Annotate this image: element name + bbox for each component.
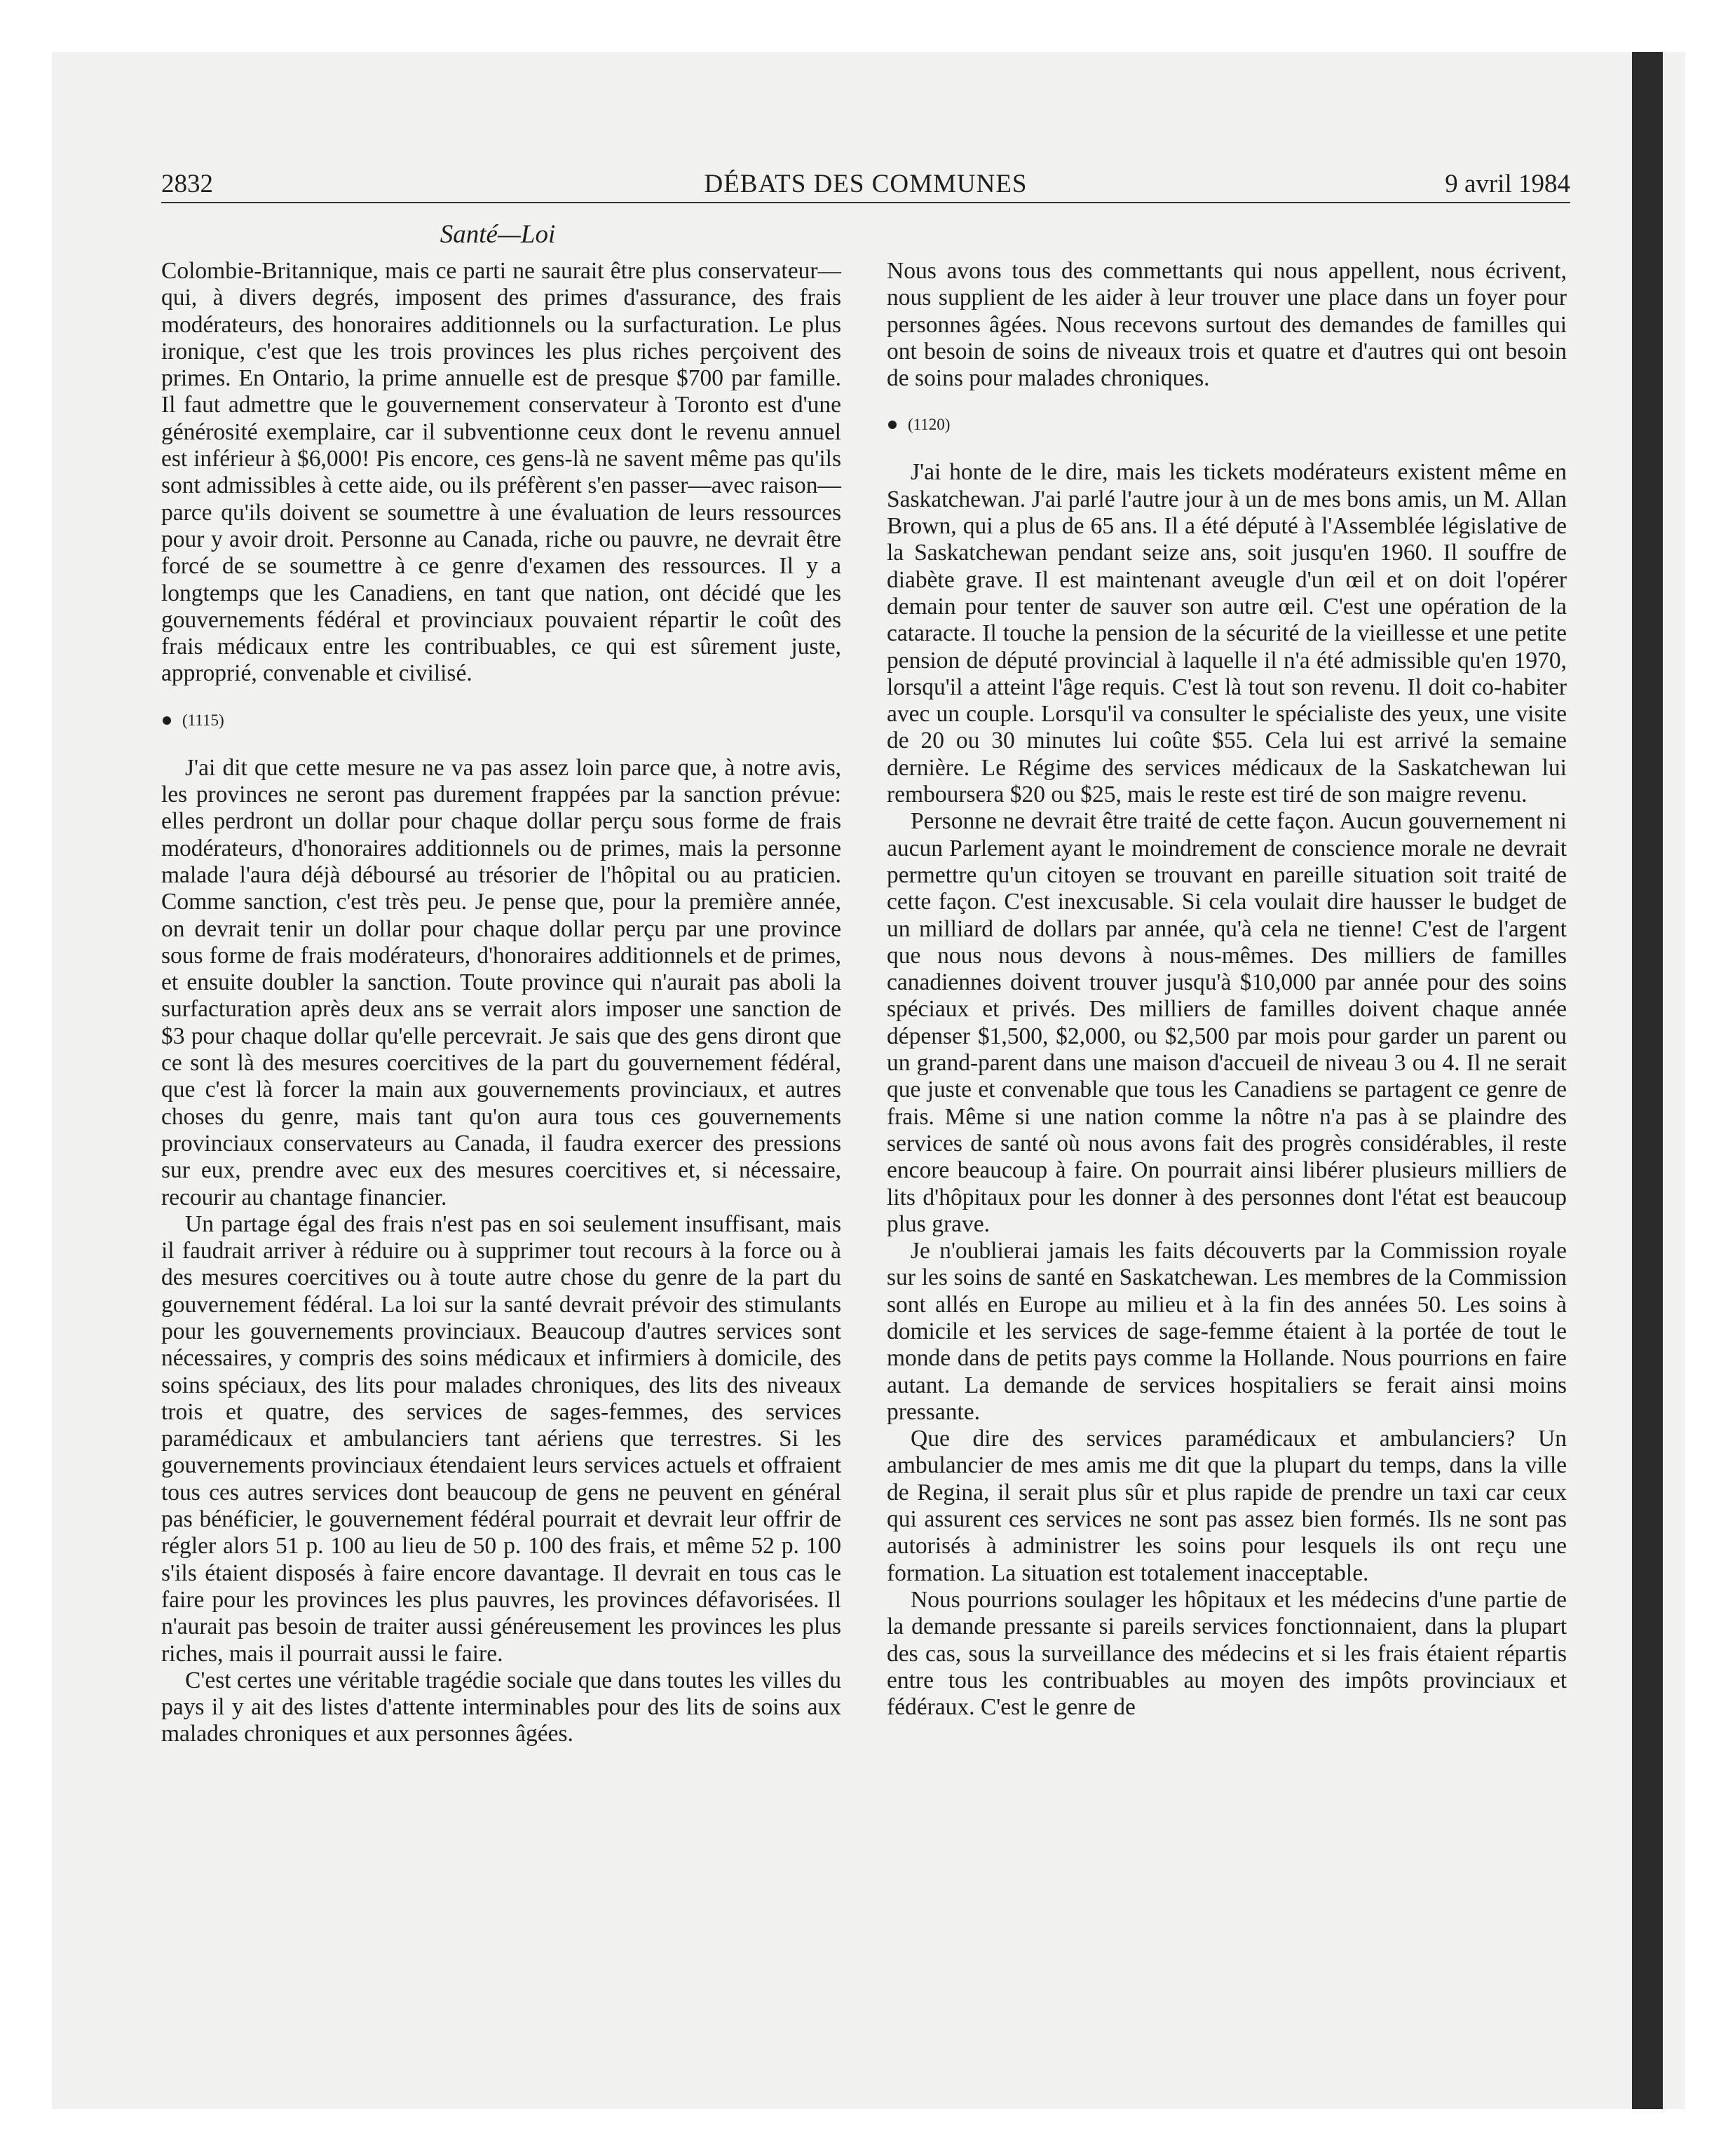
right-column bbox=[887, 258, 1567, 1721]
time-marker-label: (1120) bbox=[908, 416, 951, 434]
running-header bbox=[161, 167, 1570, 203]
paragraph: Nous pourrions soulager les hôpitaux et les médecins d'une partie de la demande pressante si pareils services fonctionnaient, dans la plupart des cas, sous la surveillance des médecins et si les frais étaient répartis entre tous les contribuables au moyen des impôts provinciaux et fédéraux. C'est le genre de bbox=[887, 1586, 1567, 1721]
time-marker-label: (1115) bbox=[182, 711, 224, 729]
bullet-dot-icon bbox=[163, 716, 171, 725]
paragraph: Je n'oublierai jamais les faits découverts par la Commission royale sur les soins de santé en Saskatchewan. Les membres de la Commission sont allés en Europe au milieu et à la fin des années 50. Les soins à domicile et les services de sage-femme étaient à la portée de tout le monde dans de petits pays comme la Hollande. Nous pourrions en faire autant. La demande de services hospitaliers se ferait ainsi moins pressante. bbox=[887, 1238, 1567, 1425]
paragraph: Que dire des services paramédicaux et ambulanciers? Un ambulancier de mes amis me dit que la plupart du temps, dans la ville de Regina, il serait plus sûr et plus rapide de prendre un taxi car ceux qui assurent ces services ne sont pas assez bien formés. Ils ne sont pas autorisés à administrer les soins pour lesquels ils ont reçu une formation. La situation est totalement inacceptable. bbox=[887, 1426, 1567, 1586]
paragraph: Personne ne devrait être traité de cette façon. Aucun gouvernement ni aucun Parlement ayant le moindrement de conscience morale ne devrait permettre qu'un citoyen se trouvant en pareille situation soit traité de cette façon. C'est inexcusable. Si cela voulait dire hausser le budget de un milliard de dollars par année, qu'à cela ne tienne! C'est de l'argent que nous nous devons à nous-mêmes. Des milliers de familles canadiennes doivent trouver jusqu'à $10,000 par année pour des soins spéciaux et privés. Des milliers de familles doivent chaque année dépenser $1,500, $2,000, ou $2,500 par mois pour garder un parent ou un grand-parent dans une maison d'accueil de niveau 3 ou 4. Il ne serait que juste et convenable que tous les Canadiens se partagent ce genre de frais. Même si une nation comme la nôtre n'a pas à se plaindre des services de santé où nous avons fait des progrès considérables, il reste encore beaucoup à faire. On pourrait ainsi libérer plusieurs milliers de lits d'hôpitaux pour les donner à des personnes dont l'état est beaucoup plus grave. bbox=[887, 808, 1567, 1237]
left-column bbox=[161, 258, 841, 1748]
header-date: 9 avril 1984 bbox=[1445, 170, 1570, 198]
bullet-dot-icon bbox=[888, 421, 897, 429]
paragraph: C'est certes une véritable tragédie sociale que dans toutes les villes du pays il y ait des listes d'attente interminables pour des lits de soins aux malades chroniques et aux personnes âgées. bbox=[161, 1667, 841, 1747]
time-marker bbox=[887, 414, 1567, 435]
section-title: Santé—Loi bbox=[440, 220, 556, 249]
journal-title: DÉBATS DES COMMUNES bbox=[704, 170, 1028, 198]
paragraph: J'ai dit que cette mesure ne va pas assez loin parce que, à notre avis, les provinces ne seront pas durement frappées par la sanction prévue: elles perdront un dollar pour chaque dollar perçu sous forme de frais modérateurs, d'honoraires additionnels ou de primes, mais la personne malade l'aura déjà déboursé au trésorier de l'hôpital ou au praticien. Comme sanction, c'est très peu. Je pense que, pour la première année, on devrait tenir un dollar pour chaque dollar perçu par une province sous forme de frais modérateurs, d'honoraires additionnels et de primes, et ensuite doubler la sanction. Toute province qui n'aurait pas aboli la surfacturation après deux ans se verrait alors imposer une sanction de $3 pour chaque dollar qu'elle percevrait. Je sais que des gens diront que ce sont là des mesures coercitives de la part du gouvernement fédéral, que c'est là forcer la main aux gouvernements provinciaux, et autres choses du genre, mais tant qu'on aura tous ces gouvernements provinciaux conservateurs au Canada, il faudra exercer des pressions sur eux, prendre avec eux des mesures coercitives et, si nécessaire, recourir au chantage financier. bbox=[161, 754, 841, 1210]
paragraph: Un partage égal des frais n'est pas en soi seulement insuffisant, mais il faudrait arriver à réduire ou à supprimer tout recours à la force ou à des mesures coercitives ou à toute autre chose du genre de la part du gouvernement fédéral. La loi sur la santé devrait prévoir des stimulants pour les gouvernements provinciaux. Beaucoup d'autres services sont nécessaires, y compris des soins médicaux et infirmiers à domicile, des soins spéciaux, des lits pour malades chroniques, des lits des niveaux trois et quatre, des services de sages-femmes, des services paramédicaux et ambulanciers tant aériens que terrestres. Si les gouvernements provinciaux étendaient leurs services actuels et offraient tous ces autres services dont beaucoup de gens ne peuvent en général pas bénéficier, le gouvernement fédéral pourrait et devrait leur offrir de régler alors 51 p. 100 au lieu de 50 p. 100 des frais, et même 52 p. 100 s'ils étaient disposés à faire encore davantage. Il devrait en tous cas le faire pour les provinces les plus pauvres, les provinces défavorisées. Il n'aurait pas besoin de traiter aussi généreusement les provinces les plus riches, mais il pourrait aussi le faire. bbox=[161, 1210, 841, 1667]
paragraph: Colombie-Britannique, mais ce parti ne saurait être plus conservateur—qui, à divers degrés, imposent des primes d'assurance, des frais modérateurs, des honoraires additionnels ou la surfacturation. Le plus ironique, c'est que les trois provinces les plus riches perçoivent des primes. En Ontario, la prime annuelle est de presque $700 par famille. Il faut admettre que le gouvernement conservateur à Toronto est d'une générosité exemplaire, car il subventionne ceux dont le revenu annuel est inférieur à $6,000! Pis encore, ces gens-là ne savent même pas qu'ils sont admissibles à cette aide, ou ils préfèrent s'en passer—avec raison—parce qu'ils doivent se soumettre à une évaluation de leurs ressources pour y avoir droit. Personne au Canada, riche ou pauvre, ne devrait être forcé de se soumettre à ce genre d'examen des ressources. Il y a longtemps que les Canadiens, en tant que nation, ont décidé que les gouvernements fédéral et provinciaux pouvaient répartir le coût des frais médicaux entre les contribuables, ce qui est sûrement juste, approprié, convenable et civilisé. bbox=[161, 258, 841, 687]
paragraph: J'ai honte de le dire, mais les tickets modérateurs existent même en Saskatchewan. J'ai parlé l'autre jour à un de mes bons amis, un M. Allan Brown, qui a plus de 65 ans. Il a été député à l'Assemblée législative de la Saskatchewan pendant seize ans, soit jusqu'en 1960. Il souffre de diabète grave. Il est maintenant aveugle d'un œil et on doit l'opérer demain pour tenter de sauver son autre œil. C'est une opération de la cataracte. Il touche la pension de la sécurité de la vieillesse et une petite pension de député provincial à laquelle il n'a été admissible qu'en 1970, lorsqu'il a atteint l'âge requis. C'est là tout son revenu. Il doit co-habiter avec un couple. Lorsqu'il va consulter le spécialiste des yeux, une visite de 20 ou 30 minutes lui coûte $55. Cela lui est arrivé la semaine dernière. Le Régime des services médicaux de la Saskatchewan lui remboursera $20 ou $25, mais le reste est tiré de son maigre revenu. bbox=[887, 459, 1567, 808]
paragraph: Nous avons tous des commettants qui nous appellent, nous écrivent, nous supplient de les aider à leur trouver une place dans un foyer pour personnes âgées. Nous recevons surtout des demandes de familles qui ont besoin de soins de niveaux trois et quatre et d'autres qui ont besoin de soins pour malades chroniques. bbox=[887, 258, 1567, 392]
scan-edge-bar bbox=[1632, 52, 1663, 2109]
time-marker bbox=[161, 710, 841, 731]
page-number: 2832 bbox=[161, 170, 213, 198]
